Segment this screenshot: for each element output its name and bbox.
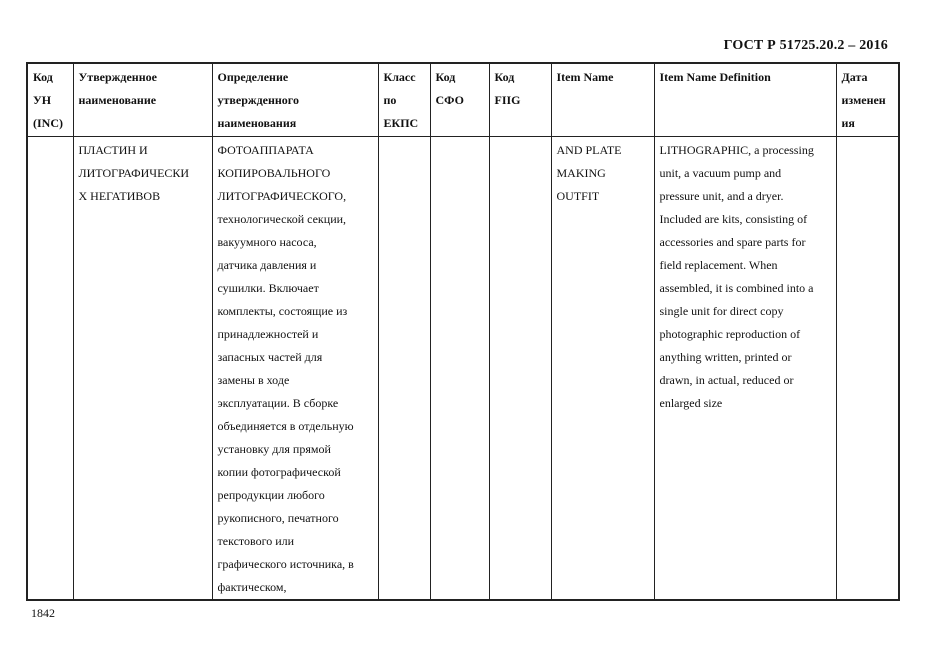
cell-ekps-class (378, 137, 430, 601)
header-change-date: Дата изменен ия (836, 63, 899, 137)
cell-inc-code (27, 137, 73, 601)
table-row (27, 137, 899, 601)
header-item-name-definition: Item Name Definition (654, 63, 836, 137)
header-sfo-code: Код СФО (430, 63, 489, 137)
cell-approved-name: ПЛАСТИН И ЛИТОГРАФИЧЕСКИ Х НЕГАТИВОВ (73, 137, 212, 601)
cell-fiig-code (489, 137, 551, 601)
cell-item-name-definition: LITHOGRAPHIC, a processing unit, a vacuum pump and pressure unit, and a dryer. Included are kits, consisting of accessories and spare parts for field replacement. When assembled, it is combined into a single unit for direct copy photographic reproduction of anything written, printed or drawn, in actual, reduced or enlarged size (654, 137, 836, 601)
header-inc-code: Код УН (INC) (27, 63, 73, 137)
header-ekps-class: Класс по ЕКПС (378, 63, 430, 137)
header-approved-name: Утвержденное наименование (73, 63, 212, 137)
cell-change-date (836, 137, 899, 601)
table-header-row (27, 63, 899, 137)
cell-name-definition: ФОТОАППАРАТА КОПИРОВАЛЬНОГО ЛИТОГРАФИЧЕСКОГО, технологической секции, вакуумного насоса, датчика давления и сушилки. Включает комплекты, состоящие из принадлежностей и запасных частей для замены в ходе эксплуатации. В сборке объединяется в отдельную установку для прямой копии фотографической репродукции любого рукописного, печатного текстового или графического источника, в фактическом, (212, 137, 378, 601)
document-standard-header: ГОСТ Р 51725.20.2 – 2016 (723, 38, 888, 53)
page-number: 1842 (31, 606, 55, 620)
header-item-name: Item Name (551, 63, 654, 137)
cell-sfo-code (430, 137, 489, 601)
header-fiig-code: Код FIIG (489, 63, 551, 137)
cell-item-name: AND PLATE MAKING OUTFIT (551, 137, 654, 601)
data-table (26, 62, 900, 601)
header-name-definition: Определение утвержденного наименования (212, 63, 378, 137)
